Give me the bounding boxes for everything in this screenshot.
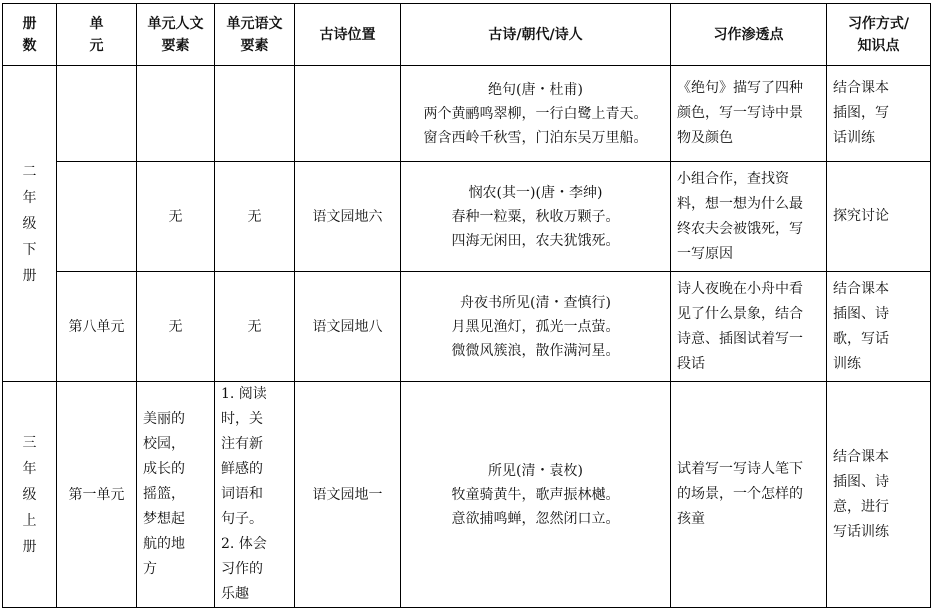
language-cell: 无 (215, 272, 295, 382)
header-writing-points: 习作渗透点 (671, 4, 827, 66)
header-grade-volume: 册 数 (3, 4, 57, 66)
header-poem-dynasty-poet: 古诗/朝代/诗人 (401, 4, 671, 66)
language-cell: 1. 阅读 时，关 注有新 鲜感的 词语和 句子。 2. 体会 习作的 乐趣 (215, 382, 295, 608)
humanities-cell (137, 66, 215, 162)
curriculum-table (2, 3, 931, 608)
header-poem-location: 古诗位置 (295, 4, 401, 66)
humanities-cell: 美丽的 校园， 成长的 摇篮， 梦想起 航的地 方 (137, 382, 215, 608)
grade-label-cell: 二 年 级 下 册 (3, 66, 57, 382)
humanities-cell: 无 (137, 162, 215, 272)
grade-label-cell: 三 年 级 上 册 (3, 382, 57, 608)
table-row (3, 272, 931, 382)
poem-cell: 绝句(唐・杜甫) 两个黄鹂鸣翠柳，一行白鹭上青天。 窗含西岭千秋雪，门泊东吴万里船。 (401, 66, 671, 162)
header-language-element: 单元语文 要素 (215, 4, 295, 66)
header-humanities-element: 单元人文 要素 (137, 4, 215, 66)
writing-points-cell: 诗人夜晚在小舟中看 见了什么景象，结合 诗意、插图试着写一 段话 (671, 272, 827, 382)
location-cell: 语文园地八 (295, 272, 401, 382)
writing-method-cell: 结合课本 插图、诗 意，进行 写话训练 (827, 382, 931, 608)
header-writing-method: 习作方式/ 知识点 (827, 4, 931, 66)
unit-cell: 第一单元 (57, 382, 137, 608)
poem-cell: 所见(清・袁枚) 牧童骑黄牛，歌声振林樾。 意欲捕鸣蝉，忽然闭口立。 (401, 382, 671, 608)
humanities-cell: 无 (137, 272, 215, 382)
writing-method-cell: 结合课本 插图，写 话训练 (827, 66, 931, 162)
writing-points-cell: 小组合作，查找资 料，想一想为什么最 终农夫会被饿死，写 一写原因 (671, 162, 827, 272)
table-row (3, 66, 931, 162)
table-row (3, 382, 931, 608)
writing-method-cell: 结合课本 插图、诗 歌，写话 训练 (827, 272, 931, 382)
location-cell (295, 66, 401, 162)
header-unit: 单 元 (57, 4, 137, 66)
writing-method-cell: 探究讨论 (827, 162, 931, 272)
header-row (3, 4, 931, 66)
poem-cell: 舟夜书所见(清・查慎行) 月黑见渔灯，孤光一点萤。 微微风簇浪，散作满河星。 (401, 272, 671, 382)
location-cell: 语文园地一 (295, 382, 401, 608)
unit-cell (57, 66, 137, 162)
unit-cell (57, 162, 137, 272)
writing-points-cell: 试着写一写诗人笔下 的场景，一个怎样的 孩童 (671, 382, 827, 608)
location-cell: 语文园地六 (295, 162, 401, 272)
table-row (3, 162, 931, 272)
language-cell: 无 (215, 162, 295, 272)
poem-cell: 悯农(其一)(唐・李绅) 春种一粒粟，秋收万颗子。 四海无闲田，农夫犹饿死。 (401, 162, 671, 272)
unit-cell: 第八单元 (57, 272, 137, 382)
writing-points-cell: 《绝句》描写了四种 颜色，写一写诗中景 物及颜色 (671, 66, 827, 162)
language-cell (215, 66, 295, 162)
